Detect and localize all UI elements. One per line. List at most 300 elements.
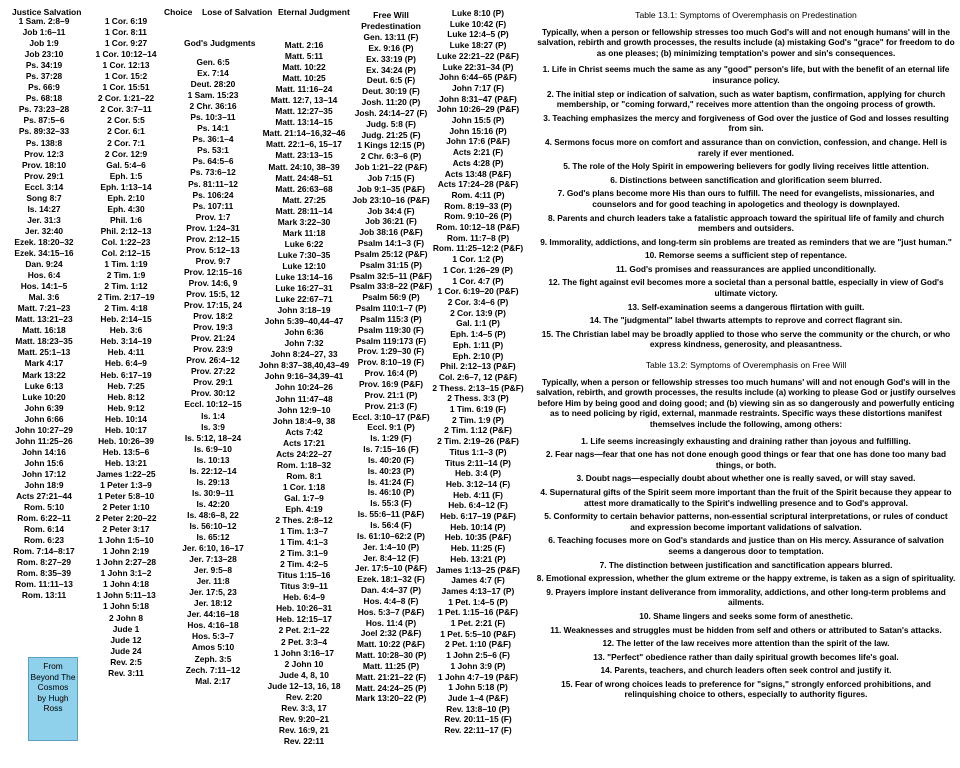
scripture-reference: Acts 17:21: [283, 437, 325, 448]
scripture-reference: Job 1:9: [29, 38, 59, 49]
reference-list: [258, 40, 350, 747]
scripture-reference: Ps. 10:3–11: [190, 112, 236, 123]
scripture-reference: Prov. 18:2: [193, 311, 233, 322]
scripture-reference: Is. 14:27: [27, 203, 61, 214]
scripture-reference: Jer. 18:12: [193, 598, 233, 609]
scripture-reference: John 18:9: [24, 479, 64, 490]
scripture-reference: 2 Cor. 13:9 (P): [450, 307, 506, 318]
symptom-item: 2. The initial step or indication of salvation, such as water baptism, confirmation, applying for church membership, or "coming forward," receives more attention than the ongoing process of growth.: [546, 88, 946, 110]
scripture-reference: Deut. 28:20: [190, 79, 236, 90]
scripture-reference: Job 34:4 (F): [367, 205, 415, 216]
header-justice-salvation: Justice Salvation: [12, 7, 82, 17]
scripture-reference: James 1:22–25: [96, 468, 156, 479]
scripture-reference: 1 John 5:11–13: [96, 590, 156, 601]
scripture-reference: 2 Peter 3:17: [102, 524, 150, 535]
scripture-reference: Heb. 4:11 (F): [453, 489, 503, 500]
scripture-reference: Zech. 7:11–12: [185, 664, 241, 675]
scripture-reference: Acts 27:21–44: [16, 491, 72, 502]
scripture-reference: Jer. 31:3: [27, 214, 61, 225]
scripture-reference: 2 Cor. 3:4–6 (P): [447, 296, 509, 307]
scripture-reference: Heb. 2:14–15: [100, 314, 152, 325]
scripture-reference: Heb. 3:6: [109, 325, 143, 336]
header-free-will-predestination: Free Will Predestination: [361, 10, 421, 31]
symptom-item: 13. Self-examination seems a dangerous flirtation with guilt.: [627, 301, 865, 312]
scripture-reference: 1 Sam. 2:8–9: [18, 16, 70, 26]
scripture-reference: John 18:4–9, 38: [272, 415, 336, 426]
symptom-item: 14. Parents, teachers, and church leaders often seek control and justify it.: [600, 665, 892, 676]
scripture-reference: Heb. 3:12–14 (F): [445, 478, 511, 489]
scripture-reference: Rom. 8:1: [286, 470, 322, 481]
scripture-reference: Prov. 1:24–31: [186, 222, 240, 233]
scripture-reference: Rev. 16:9, 21: [278, 724, 330, 735]
scripture-reference: Is. 42:20: [196, 498, 230, 509]
scripture-reference: Prov. 26:4–12: [186, 355, 240, 366]
scripture-reference: Heb. 13:21: [105, 457, 147, 468]
scripture-reference: John 6:39: [24, 402, 64, 413]
scripture-reference: Phil. 2:12–13 (P&F): [440, 361, 516, 372]
scripture-reference: Prov. 12:15–16: [183, 266, 243, 277]
scripture-reference: Rom. 11:25–12:2 (P&F): [432, 243, 524, 254]
symptom-item: 9. Prayers implore instant deliverance from immorality, addictions, and other long-term problems and ailments.: [546, 586, 946, 608]
scripture-reference: 1 John 2:19: [102, 546, 150, 557]
scripture-reference: Psalm 110:1–7 (P): [355, 303, 427, 314]
scripture-reference: 1 Cor. 9:27: [104, 38, 148, 49]
scripture-reference: Heb. 8:12: [107, 391, 145, 402]
scripture-reference: Zeph. 3:5: [194, 653, 232, 664]
scripture-reference: Matt. 27:25: [282, 194, 326, 205]
scripture-reference: 2 Chr. 6:3–6 (P): [360, 151, 422, 162]
symptom-item: 15. Fear of wrong choices leads to preference for "signs," strongly enforced prohibitions, and relinquishing choice to others, especially to authority figures.: [561, 678, 931, 700]
scripture-reference: 1 Pet. 1:15–16 (P&F): [437, 607, 519, 618]
scripture-reference: Eccl. 10:12–15: [184, 399, 242, 410]
scripture-reference: Ps. 73:23–28: [18, 104, 70, 115]
scripture-reference: John 14:16: [22, 446, 66, 457]
scripture-reference: Judg. 21:25 (F): [361, 129, 421, 140]
scripture-reference: Is. 22:12–14: [189, 465, 237, 476]
scripture-reference: 1 Tim. 4:1–3: [280, 537, 328, 548]
scripture-reference: John 11:47–48: [275, 393, 333, 404]
scripture-reference: 2 John 10: [284, 658, 324, 669]
symptom-item: 5. Conformity to certain behavior patterns, non-essential scriptural interpretations, or rules of conduct and expression become important validations of salvation.: [544, 511, 948, 532]
scripture-reference: 1 Tim. 6:19 (F): [449, 404, 507, 415]
credit-line: Ross: [43, 703, 63, 713]
scripture-reference: 1 Kings 12:15 (P): [357, 140, 425, 151]
scripture-reference: 1 John 5:18 (P): [448, 682, 508, 693]
scripture-reference: John 8:31–47 (P&F): [439, 93, 517, 104]
scripture-reference: Ps. 89:32–33: [18, 126, 70, 137]
scripture-reference: 1 Tim. 1:3–7: [280, 526, 328, 537]
scripture-reference: Eph. 2:10: [107, 192, 145, 203]
scripture-reference: Matt. 10:22 (P&F): [357, 639, 425, 650]
scripture-reference: Is. 1:4: [201, 410, 225, 421]
scripture-reference: Heb. 10:35 (P&F): [444, 532, 512, 543]
credit-line: From: [43, 661, 63, 671]
scripture-reference: 2 Thess. 3:3 (P): [447, 393, 509, 404]
scripture-reference: Jer. 8:4–12 (F): [363, 552, 419, 563]
reference-list: [84, 16, 168, 679]
scripture-reference: 1 Cor. 15:2: [104, 71, 148, 82]
scripture-reference: Gen. 13:11 (F): [363, 32, 419, 42]
scripture-reference: John 5:39–40,44–47: [264, 316, 344, 327]
scripture-reference: Ps. 81:11–12: [188, 178, 238, 189]
scripture-reference: Jude 12: [110, 634, 142, 645]
scripture-reference: 2 Tim. 2:17–19: [97, 292, 155, 303]
symptom-item: 9. Immorality, addictions, and long-term sin problems are treated as reminders that we are "just human.": [540, 236, 952, 247]
symptom-item: 6. Distinctions between sanctification and glorification seem blurred.: [610, 174, 882, 185]
scripture-reference: 1 Cor. 6:19: [104, 16, 148, 26]
scripture-reference: John 10:27–29: [15, 424, 73, 435]
scripture-reference: Col. 2:6–7, 12 (P&F): [438, 371, 518, 382]
scripture-reference: James 4:13–17 (P): [441, 585, 515, 596]
symptom-item: 15. The Christian label may be broadly applied to those who serve the community or the church, or who express kindness, generosity, and pleasantness.: [541, 328, 951, 350]
scripture-reference: Hos. 5:3–7: [192, 631, 234, 642]
scripture-reference: John 8:37–38,40,43–49: [258, 360, 350, 371]
scripture-reference: 2 Pet. 2:1–22: [278, 625, 330, 636]
symptom-item: 11. God's promises and reassurances are applied unconditionally.: [615, 263, 877, 274]
scripture-reference: Eph. 1:4–5 (P): [450, 329, 506, 340]
scripture-reference: Hos. 4:16–18: [187, 620, 239, 631]
scripture-reference: 1 John 3:9 (P): [450, 660, 506, 671]
scripture-reference: Is. 56:4 (F): [370, 519, 412, 530]
scripture-reference: 1 John 1:5–10: [98, 535, 154, 546]
symptom-list: [536, 64, 956, 350]
symptom-item: 13. "Perfect" obedience rather than daily spiritual growth becomes life's goal.: [593, 651, 899, 662]
scripture-reference: 2 Peter 1:10: [102, 502, 150, 513]
scripture-reference: Jer. 32:40: [24, 225, 64, 236]
scripture-reference: Rev. 20:11–15 (F): [444, 714, 512, 725]
scripture-reference: Heb. 10:17: [105, 424, 147, 435]
symptom-item: 7. The distinction between justification and sanctification appears blurred.: [599, 559, 893, 570]
scripture-reference: Is. 5:12, 18–24: [184, 432, 242, 443]
scripture-reference: Prov. 1:29–30 (F): [357, 346, 425, 357]
scripture-reference: Is. 1:29 (F): [370, 433, 412, 444]
scripture-reference: Heb. 12:15–17: [276, 614, 332, 625]
scripture-reference: Heb. 10:14: [105, 413, 147, 424]
scripture-reference: Is. 7:15–16 (F): [363, 444, 419, 455]
symptom-item: 2. Fear nags—fear that one has not done enough good things or fear that one has done too many bad things, or both.: [545, 449, 947, 470]
scripture-reference: Jer. 9:5–8: [193, 565, 233, 576]
scripture-reference: Eph. 1:5: [109, 170, 143, 181]
scripture-reference: Matt. 21:21–22 (F): [355, 671, 427, 682]
scripture-reference: Col. 1:22–23: [101, 236, 151, 247]
scripture-reference: Heb. 6:17–19 (P&F): [440, 511, 516, 522]
scripture-reference: Luke 13:14–16: [275, 271, 333, 282]
scripture-reference: Heb. 6:17–19: [100, 369, 152, 380]
scripture-reference: Rom. 4:11 (P): [451, 189, 505, 200]
scripture-reference: Job 23:10–16 (P&F): [352, 194, 430, 205]
scripture-reference: 1 Cor. 8:11: [105, 27, 147, 38]
scripture-reference: Ps. 53:1: [197, 145, 229, 156]
scripture-reference: Joel 2:32 (P&F): [360, 628, 422, 639]
symptom-item: 7. God's plans become more His than ours to fulfill. The need for evangelists, missionaries, and counselors and for good teaching in apologetics and theology is downplayed.: [557, 188, 935, 209]
scripture-reference: Mal. 3:6: [28, 292, 60, 303]
scripture-reference: Gal. 1:1 (P): [456, 318, 500, 329]
symptom-item: 11. Weaknesses and struggles must be hidden from self and others or attributed to Satan's attacks.: [550, 624, 942, 635]
scripture-reference: Matt. 5:11: [284, 51, 324, 62]
scripture-reference: John 7:17 (F): [451, 82, 505, 93]
scripture-reference: Eph. 4:19: [285, 503, 323, 514]
scripture-reference: Jer. 6:10, 16–17: [182, 543, 244, 554]
symptom-item: 8. Emotional expression, whether the glum extreme or the happy extreme, is taken as a sign of spirituality.: [536, 573, 956, 584]
header-gods-judgments: God's Judgments: [184, 38, 256, 48]
scripture-reference: Psalm 33:8–22 (P&F): [350, 281, 433, 292]
scripture-reference: Matt. 13:21–23: [15, 314, 73, 325]
scripture-reference: Prov. 29:1: [24, 170, 64, 181]
symptom-item: 3. Teaching emphasizes the mercy and forgiveness of God over the justice of God and losses resulting from sin.: [543, 112, 949, 134]
scripture-reference: Gal. 1:7–9: [284, 492, 324, 503]
column-free-will-predestination: [350, 0, 432, 704]
scripture-reference: Psalm 119:173 (F): [355, 335, 427, 346]
scripture-reference: Mark 13:20–22 (P): [355, 693, 427, 704]
scripture-reference: Heb. 7:25: [107, 380, 145, 391]
scripture-reference: Prov. 15:5, 12: [186, 288, 240, 299]
scripture-reference: Is. 61:10–62:2 (P): [357, 530, 425, 541]
scripture-reference: Eph. 1:13–14: [100, 181, 152, 192]
scripture-reference: John 17:12: [22, 468, 66, 479]
table-free-will: [536, 360, 956, 700]
scripture-reference: Rom. 11:11–13: [15, 579, 73, 590]
scripture-reference: 1 John 2:27–28: [95, 557, 157, 568]
scripture-reference: Prov. 16:4 (P): [364, 368, 418, 379]
scripture-reference: Rom. 6:22–11: [17, 513, 71, 524]
scripture-reference: 2 Tim. 4:2–5: [280, 559, 328, 570]
scripture-reference: Heb. 10:14 (P): [450, 521, 506, 532]
scripture-reference: Jude 24: [110, 645, 142, 656]
symptom-item: 10. Remorse seems a sufficient step of repentance.: [645, 250, 847, 261]
scripture-reference: 1 John 3:16–17: [273, 647, 335, 658]
scripture-reference: Ps. 106:24: [192, 189, 234, 200]
scripture-reference: Jer. 17:5, 23: [189, 587, 237, 598]
scripture-reference: Ps. 37:28: [25, 71, 63, 82]
scripture-reference: Ex. 9:16 (P): [368, 42, 414, 53]
scripture-reference: Matt. 23:13–15: [275, 150, 333, 161]
symptom-item: 14. The "judgmental" label thwarts attempts to reprove and correct flagrant sin.: [589, 315, 903, 326]
scripture-reference: Judg. 5:8 (F): [366, 118, 416, 129]
scripture-reference: Heb. 11:25 (F): [450, 543, 506, 554]
scripture-reference: Psalm 56:9 (P): [362, 292, 420, 303]
scripture-reference: Matt. 10:22: [282, 62, 326, 73]
scripture-reference: 2 Cor. 7:1: [107, 137, 145, 148]
scripture-reference: Phil. 1:6: [109, 214, 143, 225]
scripture-reference: Psalm 119:30 (F): [358, 324, 424, 335]
scripture-reference: Prov. 14:6, 9: [188, 277, 238, 288]
scripture-reference: Rom. 8:27–29: [17, 557, 71, 568]
scripture-reference: Rev. 22:11: [283, 735, 325, 746]
scripture-reference: Luke 12:10: [282, 260, 326, 271]
scripture-reference: Job 9:1–35 (P&F): [357, 183, 425, 194]
scripture-reference: Matt. 24:48–51: [275, 172, 333, 183]
scripture-reference: Amos 5:10: [191, 642, 235, 653]
symptom-item: 4. Sermons focus more on comfort and assurance than on conviction, confession, and change. Hell is rarely if ever mentioned.: [544, 136, 948, 158]
scripture-reference: 2 Tim. 3:1–9: [280, 548, 328, 559]
scripture-reference: Luke 6:13: [24, 380, 64, 391]
scripture-reference: Matt. 26:63–68: [275, 183, 333, 194]
scripture-reference: Jer. 1:4–10 (P): [362, 541, 420, 552]
scripture-reference: Rom. 11:7–8 (P): [446, 232, 510, 243]
scripture-reference: Acts 2:21 (F): [452, 147, 504, 158]
scripture-reference: Prov. 12:3: [24, 148, 64, 159]
scripture-reference: 1 Tim. 1:19: [104, 259, 148, 270]
credit-line: Beyond The: [30, 671, 76, 682]
scripture-reference: Luke 8:10 (P): [451, 8, 505, 18]
credit-line: by Hugh: [37, 692, 69, 703]
scripture-reference: Luke 22:67–71: [275, 294, 333, 305]
scripture-reference: Is. 6:9–10: [194, 443, 232, 454]
symptom-item: 1. Life seems increasingly exhausting and draining rather than joyous and fulfilling.: [581, 435, 911, 446]
scripture-reference: 1 Cor. 1:26–29 (P): [443, 264, 513, 275]
scripture-reference: Josh. 11:20 (P): [361, 97, 421, 108]
scripture-reference: Titus 3:9–11: [280, 581, 328, 592]
scripture-reference: Hos. 4:4–8 (F): [363, 595, 419, 606]
scripture-reference: Matt. 24:10, 38–39: [268, 161, 340, 172]
scripture-reference: Job 23:10: [24, 49, 64, 60]
scripture-reference: Col. 2:12–15: [101, 247, 151, 258]
scripture-reference: Ezek. 18:20–32: [14, 236, 74, 247]
scripture-reference: John 6:36: [284, 327, 324, 338]
scripture-reference: Luke 22:31–34 (P): [442, 61, 514, 72]
column-eternal-judgment: [258, 0, 350, 747]
scripture-reference: Is. 46:10 (P): [367, 487, 415, 498]
scripture-reference: 2 Pet. 1:10 (P&F): [444, 639, 512, 650]
scripture-reference: Prov. 27:22: [190, 366, 236, 377]
scripture-reference: Ps. 36:1–4: [192, 134, 234, 145]
reference-list: [4, 16, 84, 601]
scripture-reference: 1 Cor. 15:51: [102, 82, 150, 93]
scripture-reference: Rev. 22:11–17 (F): [444, 725, 512, 736]
scripture-reference: Luke 6:22: [284, 238, 324, 249]
scripture-reference: Prov. 17:15, 24: [183, 300, 243, 311]
scripture-reference: Luke 18:27 (P): [449, 40, 507, 51]
scripture-reference: Rev. 3:3, 17: [281, 702, 327, 713]
symptom-tables: [536, 10, 956, 703]
scripture-reference: 1 Pet. 1:4–5 (P): [448, 596, 508, 607]
column-choice: [84, 0, 168, 679]
scripture-reference: 1 John 4:7–19 (P&F): [437, 671, 519, 682]
scripture-reference: Is. 10:13: [196, 454, 230, 465]
scripture-reference: Is. 55:6–11 (P&F): [357, 509, 425, 520]
scripture-reference: Acts 13:48 (P&F): [444, 168, 512, 179]
scripture-reference: John 10:26–29 (P&F): [436, 104, 520, 115]
scripture-reference: Hos. 14:1–5: [20, 281, 68, 292]
scripture-reference: Jude 4, 8, 10: [279, 669, 329, 680]
scripture-reference: 1 Peter 1:3–9: [100, 479, 152, 490]
scripture-reference: Eccl. 3:10–17 (P&F): [352, 411, 430, 422]
scripture-reference: Luke 10:20: [22, 391, 66, 402]
scripture-reference: Is. 30:9–11: [192, 487, 234, 498]
scripture-reference: Luke 16:27–31: [275, 283, 333, 294]
scripture-reference: Eph. 2:10 (P): [452, 350, 504, 361]
reference-list: [350, 32, 432, 704]
scripture-reference: Rom. 8:35–39: [17, 568, 71, 579]
scripture-reference: Jer. 11:8: [196, 576, 230, 587]
scripture-reference: 2 Chr. 36:16: [189, 101, 237, 112]
scripture-reference: Ezek. 18:1–32 (F): [357, 574, 425, 585]
scripture-reference: Rom. 10:12–18 (P&F): [436, 222, 520, 233]
scripture-reference: Ex. 33:19 (P): [366, 53, 416, 64]
scripture-reference: 1 Cor. 1:18: [282, 481, 326, 492]
scripture-reference: Rom. 7:14–8:17: [13, 546, 75, 557]
scripture-reference: Jude 1: [112, 623, 140, 634]
symptom-item: 5. The role of the Holy Spirit in empowering believers for godly living receives little attention.: [563, 161, 929, 172]
scripture-reference: Ps. 138:8: [25, 137, 63, 148]
scripture-reference: Rom. 1:18–32: [277, 459, 331, 470]
scripture-reference: Heb. 3:4 (P): [454, 468, 502, 479]
scripture-reference: 1 Sam. 15:23: [187, 90, 239, 101]
scripture-reference: Heb. 6:4–9: [105, 358, 147, 369]
table-intro: Typically, when a person or fellowship stresses too much humans' will and not enough God's will in the salvation, rebirth, and growth processes, the results include (a) working to please God or justify ourselves before Him by being good and doing good; and (b) viewing sin as so dangerously and powerfully enticing as to need policing by rigid, external, manmade restraints. Specific ways these distortions manifest themselves include the following, among others:: [536, 376, 956, 429]
scripture-reference: Matt. 18:23–35: [15, 336, 73, 347]
scripture-reference: Luke 12:4–5 (P): [447, 29, 509, 40]
scripture-reference: Heb. 4:11: [107, 347, 145, 358]
scripture-reference: Luke 22:21–22 (P&F): [437, 50, 519, 61]
scripture-reference: Psalm 32:5–11 (P&F): [350, 270, 432, 281]
scripture-reference: Job 36:21 (F): [365, 216, 417, 227]
scripture-reference: Matt. 22:1–6, 15–17: [266, 139, 342, 150]
scripture-reference: Matt. 16:18: [22, 325, 66, 336]
scripture-reference: Eccl. 9:1 (P): [367, 422, 415, 433]
scripture-reference: Prov. 23:9: [193, 344, 233, 355]
scripture-reference: Matt. 13:14–15: [275, 117, 333, 128]
scripture-reference: Jude 1–4 (P&F): [447, 693, 509, 703]
scripture-reference: Matt. 11:16–24: [275, 84, 333, 95]
scripture-reference: Is. 55:3 (F): [370, 498, 412, 509]
scripture-reference: Is. 29:13: [196, 476, 230, 487]
scripture-reference: Mark 3:22–30: [277, 216, 331, 227]
scripture-reference: Prov. 18:10: [21, 159, 67, 170]
scripture-reference: Prov. 19:3: [193, 322, 233, 333]
scripture-reference: Jer. 44:16–18: [186, 609, 240, 620]
scripture-reference: Is. 3:9: [201, 421, 225, 432]
scripture-reference: Dan. 4:4–37 (P): [360, 585, 422, 596]
symptom-list: [536, 436, 956, 700]
scripture-reference: Rom. 8:19–33 (P): [444, 200, 512, 211]
scripture-reference: John 7:32: [284, 338, 324, 349]
scripture-reference: Job 38:16 (P&F): [359, 227, 423, 238]
scripture-reference: 2 Thess. 2:13–15 (P&F): [432, 382, 524, 393]
scripture-reference: Ps. 64:5–6: [192, 156, 234, 167]
scripture-reference: 2 Cor. 1:21–22: [97, 93, 155, 104]
scripture-reference: Song 8:7: [26, 192, 62, 203]
scripture-reference: John 6:66: [24, 413, 64, 424]
scripture-reference: Jer. 7:13–28: [189, 554, 237, 565]
header-eternal-judgment: Eternal Judgment: [278, 7, 350, 17]
scripture-reference: 1 John 4:18: [102, 579, 150, 590]
scripture-reference: Psalm 25:12 (P&F): [354, 248, 428, 259]
table-predestination: [536, 10, 956, 350]
scripture-reference: 2 Tim. 1:12 (P&F): [444, 425, 512, 436]
scripture-reference: Phil. 2:12–13: [100, 225, 152, 236]
scripture-reference: 1 Cor. 1:2 (P): [452, 254, 504, 265]
scripture-reference: Prov. 29:1: [193, 377, 233, 388]
scripture-reference: Prov. 1:7: [195, 211, 231, 222]
scripture-reference: Heb. 10:26–31: [276, 603, 332, 614]
scripture-reference: 2 Tim. 4:18: [104, 303, 148, 314]
scripture-reference: Hos. 5:3–7 (P&F): [357, 606, 425, 617]
scripture-reference: Matt. 10:28–30 (P): [355, 650, 427, 661]
scripture-reference: Prov. 9:7: [195, 255, 231, 266]
symptom-item: 12. The fight against evil becomes more a societal than a personal battle, especially in view of God's ultimate victory.: [548, 277, 944, 299]
scripture-reference: John 15:6: [24, 457, 64, 468]
credit-line: Cosmos: [37, 682, 69, 692]
symptom-item: 6. Teaching focuses more on God's standards and justice than on His mercy. Assurance of salvation seems a dangerous door to temptation.: [548, 535, 944, 556]
scripture-reference: Rev. 2:5: [110, 656, 142, 667]
scripture-reference: Matt. 21:14–16,32–46: [262, 128, 346, 139]
scripture-reference: 2 Tim. 2:19–26 (P&F): [437, 436, 519, 447]
scripture-reference: Deut. 6:5 (F): [366, 75, 416, 86]
scripture-reference: 1 John 3:1–2: [100, 568, 152, 579]
scripture-reference: John 11:25–26: [15, 435, 73, 446]
scripture-reference: Is. 40:20 (F): [367, 454, 415, 465]
